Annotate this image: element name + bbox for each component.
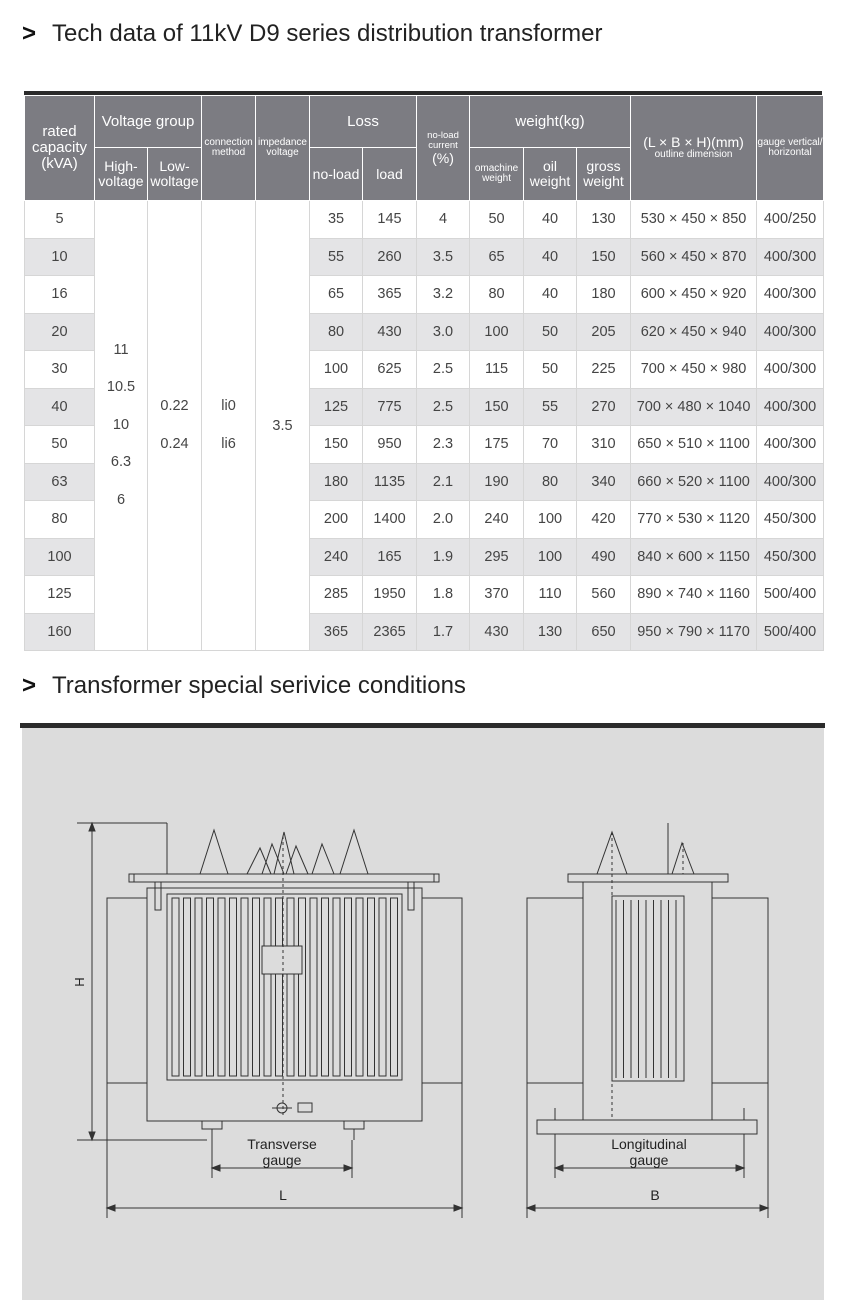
- label-b: B: [650, 1187, 660, 1203]
- transformer-drawing: [22, 728, 824, 1300]
- label-transverse-gauge: gauge: [262, 1152, 302, 1168]
- label-l: L: [279, 1187, 287, 1203]
- cell-gauge: 500/400: [757, 613, 824, 651]
- cell-machine: 65: [470, 238, 524, 276]
- cell-current: 2.3: [417, 426, 470, 464]
- cell-load: 2365: [363, 613, 417, 651]
- cell-gross: 490: [577, 538, 631, 576]
- cell-gross: 310: [577, 426, 631, 464]
- header-no-load-current-unit: (%): [432, 149, 454, 166]
- header-high-voltage: High-voltage: [95, 148, 148, 201]
- cell-current: 3.5: [417, 238, 470, 276]
- cell-oil: 40: [524, 276, 577, 314]
- cell-gauge: 450/300: [757, 538, 824, 576]
- cell-no-load: 100: [310, 351, 363, 389]
- cell-no-load: 180: [310, 463, 363, 501]
- low_voltage_values-value: 0.22: [160, 398, 189, 414]
- side-view: [527, 823, 768, 1218]
- cell-load: 260: [363, 238, 417, 276]
- cell-dim: 560 × 450 × 870: [631, 238, 757, 276]
- header-voltage-group: Voltage group: [95, 96, 202, 148]
- section-title-text: Tech data of 11kV D9 series distribution transformer: [52, 20, 603, 47]
- cell-capacity: 63: [25, 463, 95, 501]
- cell-current: 2.0: [417, 501, 470, 539]
- cell-machine: 370: [470, 576, 524, 614]
- header-loss: Loss: [310, 96, 417, 148]
- low_voltage_values-cell: [148, 201, 202, 651]
- cell-machine: 50: [470, 201, 524, 239]
- header-connection-method: connection method: [202, 96, 256, 201]
- cell-dim: 770 × 530 × 1120: [631, 501, 757, 539]
- label-transverse: Transverse: [247, 1136, 317, 1152]
- radiator-fin: [207, 898, 214, 1076]
- cell-current: 2.1: [417, 463, 470, 501]
- cell-oil: 55: [524, 388, 577, 426]
- cell-no-load: 240: [310, 538, 363, 576]
- cell-machine: 430: [470, 613, 524, 651]
- cell-gauge: 400/300: [757, 463, 824, 501]
- cell-dim: 660 × 520 × 1100: [631, 463, 757, 501]
- cell-no-load: 125: [310, 388, 363, 426]
- cell-current: 2.5: [417, 388, 470, 426]
- front-view: [72, 823, 462, 1218]
- header-load: load: [363, 148, 417, 201]
- header-no-load-current-label: no-load current: [427, 129, 459, 151]
- cell-load: 165: [363, 538, 417, 576]
- radiator-fin: [391, 898, 398, 1076]
- cell-no-load: 55: [310, 238, 363, 276]
- cell-load: 145: [363, 201, 417, 239]
- cell-dim: 840 × 600 × 1150: [631, 538, 757, 576]
- cell-current: 1.9: [417, 538, 470, 576]
- cell-oil: 80: [524, 463, 577, 501]
- high_voltage_values-value: 11: [113, 341, 129, 358]
- header-dimension-sub: outline dimension: [654, 149, 733, 161]
- connection_values-cell: [202, 201, 256, 651]
- high_voltage_values-value: 6.3: [110, 454, 132, 471]
- cell-load: 1135: [363, 463, 417, 501]
- cell-no-load: 65: [310, 276, 363, 314]
- impedance-cell: [256, 201, 310, 651]
- radiator-fin: [241, 898, 248, 1076]
- cell-gauge: 450/300: [757, 501, 824, 539]
- cell-gauge: 400/250: [757, 201, 824, 239]
- header-weight: weight(kg): [470, 96, 631, 148]
- cell-oil: 100: [524, 501, 577, 539]
- cell-gauge: 400/300: [757, 276, 824, 314]
- cell-capacity: 125: [25, 576, 95, 614]
- cell-dim: 620 × 450 × 940: [631, 313, 757, 351]
- cell-no-load: 365: [310, 613, 363, 651]
- header-low-voltage: Low-woltage: [148, 148, 202, 201]
- cell-gross: 650: [577, 613, 631, 651]
- cell-gauge: 400/300: [757, 388, 824, 426]
- cell-gross: 180: [577, 276, 631, 314]
- radiator-fin: [322, 898, 329, 1076]
- high_voltage_values-value: 6: [116, 491, 126, 508]
- cell-load: 775: [363, 388, 417, 426]
- section-title-tech-data: [22, 20, 602, 48]
- tech-data-table: [24, 95, 824, 651]
- header-no-load: no-load: [310, 148, 363, 201]
- radiator-fin: [218, 898, 225, 1076]
- connection_values-value: li6: [221, 435, 236, 452]
- label-longitudinal-gauge: gauge: [629, 1152, 669, 1168]
- cell-gross: 150: [577, 238, 631, 276]
- cell-machine: 190: [470, 463, 524, 501]
- cell-no-load: 80: [310, 313, 363, 351]
- radiator-fin: [276, 898, 283, 1076]
- label-h: H: [72, 977, 87, 987]
- radiator-fin: [333, 898, 340, 1076]
- cell-gross: 560: [577, 576, 631, 614]
- radiator-fin: [310, 898, 317, 1076]
- cell-load: 625: [363, 351, 417, 389]
- cell-oil: 50: [524, 351, 577, 389]
- cell-load: 1950: [363, 576, 417, 614]
- cell-no-load: 200: [310, 501, 363, 539]
- cell-dim: 950 × 790 × 1170: [631, 613, 757, 651]
- cell-gauge: 400/300: [757, 238, 824, 276]
- radiator-fin: [299, 898, 306, 1076]
- cell-no-load: 285: [310, 576, 363, 614]
- cell-machine: 115: [470, 351, 524, 389]
- cell-load: 430: [363, 313, 417, 351]
- cell-oil: 100: [524, 538, 577, 576]
- cell-gross: 130: [577, 201, 631, 239]
- cell-gross: 420: [577, 501, 631, 539]
- header-oil-weight: oil weight: [524, 148, 577, 201]
- cell-current: 1.7: [417, 613, 470, 651]
- cell-capacity: 20: [25, 313, 95, 351]
- header-dimension-label: (L × B × H)(mm): [643, 134, 744, 151]
- radiator-fin: [356, 898, 363, 1076]
- cell-current: 3.2: [417, 276, 470, 314]
- cell-gauge: 400/300: [757, 313, 824, 351]
- cell-capacity: 100: [25, 538, 95, 576]
- radiator-fin: [253, 898, 260, 1076]
- cell-gross: 225: [577, 351, 631, 389]
- radiator-fin: [287, 898, 294, 1076]
- cell-gross: 205: [577, 313, 631, 351]
- cell-load: 950: [363, 426, 417, 464]
- section-title-text: Transformer special serivice conditions: [52, 672, 466, 699]
- connection_values-value: li0: [221, 398, 236, 414]
- cell-dim: 700 × 450 × 980: [631, 351, 757, 389]
- cell-oil: 50: [524, 313, 577, 351]
- cell-dim: 700 × 480 × 1040: [631, 388, 757, 426]
- cell-gross: 270: [577, 388, 631, 426]
- cell-machine: 150: [470, 388, 524, 426]
- cell-current: 2.5: [417, 351, 470, 389]
- cell-capacity: 40: [25, 388, 95, 426]
- cell-capacity: 30: [25, 351, 95, 389]
- radiator-fin: [264, 898, 271, 1076]
- cell-gross: 340: [577, 463, 631, 501]
- cell-no-load: 35: [310, 201, 363, 239]
- radiator-fin: [368, 898, 375, 1076]
- header-gross-weight: gross weight: [577, 148, 631, 201]
- cell-dim: 890 × 740 × 1160: [631, 576, 757, 614]
- section-title-service-conditions: [22, 672, 466, 700]
- cell-dim: 600 × 450 × 920: [631, 276, 757, 314]
- high_voltage_values-cell: [95, 201, 148, 651]
- cell-oil: 40: [524, 238, 577, 276]
- cell-machine: 80: [470, 276, 524, 314]
- radiator-fin: [184, 898, 191, 1076]
- cell-current: 1.8: [417, 576, 470, 614]
- cell-oil: 70: [524, 426, 577, 464]
- impedance-value: 3.5: [272, 417, 293, 434]
- cell-machine: 100: [470, 313, 524, 351]
- low_voltage_values-value: 0.24: [160, 435, 189, 452]
- cell-no-load: 150: [310, 426, 363, 464]
- cell-machine: 240: [470, 501, 524, 539]
- cell-capacity: 50: [25, 426, 95, 464]
- cell-machine: 295: [470, 538, 524, 576]
- cell-oil: 130: [524, 613, 577, 651]
- cell-load: 1400: [363, 501, 417, 539]
- header-dimension: [631, 96, 757, 201]
- header-machine-weight: omachine weight: [470, 148, 524, 201]
- cell-load: 365: [363, 276, 417, 314]
- table-body: [25, 201, 824, 651]
- radiator-fin: [230, 898, 237, 1076]
- chevron-right-icon: >: [22, 20, 37, 47]
- cell-oil: 40: [524, 201, 577, 239]
- cell-dim: 530 × 450 × 850: [631, 201, 757, 239]
- header-rated-capacity: rated capacity (kVA): [25, 96, 95, 201]
- label-longitudinal: Longitudinal: [611, 1136, 687, 1152]
- cell-dim: 650 × 510 × 1100: [631, 426, 757, 464]
- header-no-load-current: [417, 96, 470, 201]
- cell-machine: 175: [470, 426, 524, 464]
- cell-capacity: 16: [25, 276, 95, 314]
- high_voltage_values-value: 10: [112, 416, 130, 433]
- transformer-diagram-panel: [22, 728, 824, 1300]
- high_voltage_values-value: 10.5: [106, 379, 136, 396]
- table-row: [25, 201, 824, 239]
- header-impedance-voltage: impedance voltage: [256, 96, 310, 201]
- radiator-fin: [195, 898, 202, 1076]
- radiator-fin: [172, 898, 179, 1076]
- header-gauge: gauge vertical/ horizontal: [757, 96, 824, 201]
- cell-current: 4: [417, 201, 470, 239]
- chevron-right-icon: >: [22, 672, 37, 699]
- cell-oil: 110: [524, 576, 577, 614]
- radiator-fin: [345, 898, 352, 1076]
- cell-gauge: 500/400: [757, 576, 824, 614]
- cell-current: 3.0: [417, 313, 470, 351]
- cell-gauge: 400/300: [757, 351, 824, 389]
- cell-capacity: 5: [25, 201, 95, 239]
- cell-gauge: 400/300: [757, 426, 824, 464]
- cell-capacity: 10: [25, 238, 95, 276]
- radiator-fin: [379, 898, 386, 1076]
- cell-capacity: 80: [25, 501, 95, 539]
- cell-capacity: 160: [25, 613, 95, 651]
